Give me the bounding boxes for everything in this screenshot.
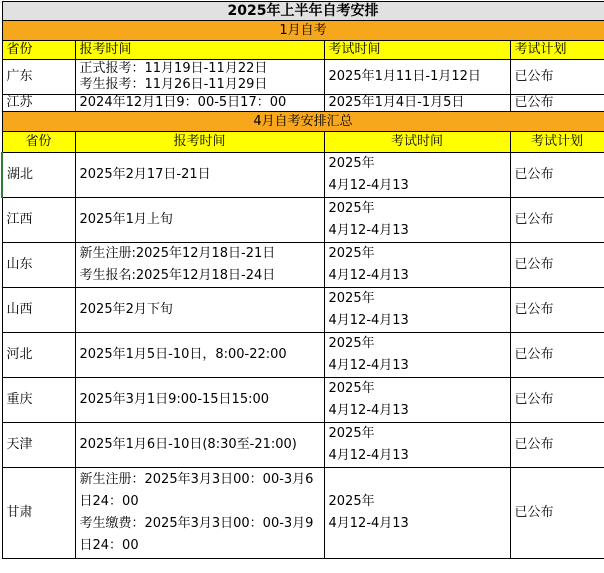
plan-cell: 已公布 (510, 60, 604, 95)
province-cell: 河北 (2, 333, 75, 378)
plan-cell: 已公布 (510, 243, 604, 288)
registration-line: 考生报考：11月26日-11月29日 (79, 77, 268, 92)
apr-header-province: 省份 (2, 132, 75, 153)
registration-cell: 2025年3月1日9:00-15日15:00 (75, 378, 324, 423)
exam-cell (324, 288, 510, 333)
table-title: 2025年上半年自考安排 (2, 2, 604, 21)
registration-line: 新生注册：2025年3月3日00：00-3月6 (79, 472, 314, 487)
registration-cell (75, 60, 324, 95)
table-row (2, 288, 604, 333)
exam-line: 2025年 (328, 494, 375, 509)
registration-cell: 2025年2月17日-21日 (75, 153, 324, 198)
jan-header-province: 省份 (2, 41, 75, 60)
province-cell: 江西 (2, 198, 75, 243)
exam-line: 4月12-4月13 (328, 403, 409, 418)
exam-cell (324, 378, 510, 423)
exam-line: 4月12-4月13 (328, 516, 409, 531)
apr-header-exam: 考试时间 (324, 132, 510, 153)
registration-cell: 2025年1月上旬 (75, 198, 324, 243)
plan-cell: 已公布 (510, 288, 604, 333)
exam-cell: 2025年1月11日-1月12日 (324, 60, 510, 95)
exam-line: 4月12-4月13 (328, 358, 409, 373)
plan-cell: 已公布 (510, 198, 604, 243)
apr-section-band: 4月自考安排汇总 (2, 112, 604, 132)
registration-line: 新生注册:2025年12月18日-21日 (79, 246, 276, 261)
exam-line: 4月12-4月13 (328, 223, 409, 238)
table-row (2, 333, 604, 378)
exam-cell (324, 423, 510, 468)
province-cell: 甘肃 (2, 468, 75, 559)
exam-cell: 2025年1月4日-1月5日 (324, 95, 510, 112)
registration-cell: 2025年2月下旬 (75, 288, 324, 333)
province-cell: 广东 (2, 60, 75, 95)
exam-cell (324, 198, 510, 243)
exam-line: 2025年 (328, 156, 375, 171)
plan-cell: 已公布 (510, 153, 604, 198)
exam-cell (324, 333, 510, 378)
registration-cell (75, 468, 324, 559)
apr-header-registration: 报考时间 (75, 132, 324, 153)
table-row (2, 423, 604, 468)
exam-line: 2025年 (328, 426, 375, 441)
province-cell: 山西 (2, 288, 75, 333)
registration-cell: 2024年12月1日9：00-5日17：00 (75, 95, 324, 112)
table-row (2, 243, 604, 288)
registration-line: 正式报考：11月19日-11月22日 (79, 61, 268, 76)
registration-cell: 2025年1月5日-10日，8:00-22:00 (75, 333, 324, 378)
province-cell: 山东 (2, 243, 75, 288)
table-row (2, 378, 604, 423)
table-row (2, 468, 604, 559)
table-row (2, 198, 604, 243)
jan-section-band: 1月自考 (2, 21, 604, 41)
registration-line: 日24：00 (79, 538, 139, 553)
exam-line: 4月12-4月13 (328, 313, 409, 328)
exam-line: 2025年 (328, 291, 375, 306)
registration-line: 考生报名:2025年12月18日-24日 (79, 268, 276, 283)
province-cell: 重庆 (2, 378, 75, 423)
exam-line: 2025年 (328, 336, 375, 351)
plan-cell: 已公布 (510, 333, 604, 378)
table-row (2, 153, 604, 198)
jan-header-exam: 考试时间 (324, 41, 510, 60)
exam-line: 4月12-4月13 (328, 178, 409, 193)
exam-cell (324, 243, 510, 288)
jan-header-registration: 报考时间 (75, 41, 324, 60)
plan-cell: 已公布 (510, 468, 604, 559)
exam-line: 2025年 (328, 201, 375, 216)
exam-cell (324, 468, 510, 559)
exam-schedule-table (1, 1, 604, 559)
apr-header-plan: 考试计划 (510, 132, 604, 153)
plan-cell: 已公布 (510, 423, 604, 468)
exam-cell (324, 153, 510, 198)
registration-cell (75, 243, 324, 288)
province-cell: 天津 (2, 423, 75, 468)
exam-line: 4月12-4月13 (328, 268, 409, 283)
registration-line: 考生缴费：2025年3月3日00：00-3月9 (79, 516, 314, 531)
jan-header-plan: 考试计划 (510, 41, 604, 60)
plan-cell: 已公布 (510, 95, 604, 112)
table-row (2, 95, 604, 112)
table-row (2, 60, 604, 95)
province-cell: 湖北 (2, 153, 75, 198)
registration-cell: 2025年1月6日-10日(8:30至-21:00) (75, 423, 324, 468)
registration-line: 日24：00 (79, 494, 139, 509)
province-cell: 江苏 (2, 95, 75, 112)
exam-line: 2025年 (328, 381, 375, 396)
exam-line: 2025年 (328, 246, 375, 261)
plan-cell: 已公布 (510, 378, 604, 423)
exam-line: 4月12-4月13 (328, 448, 409, 463)
